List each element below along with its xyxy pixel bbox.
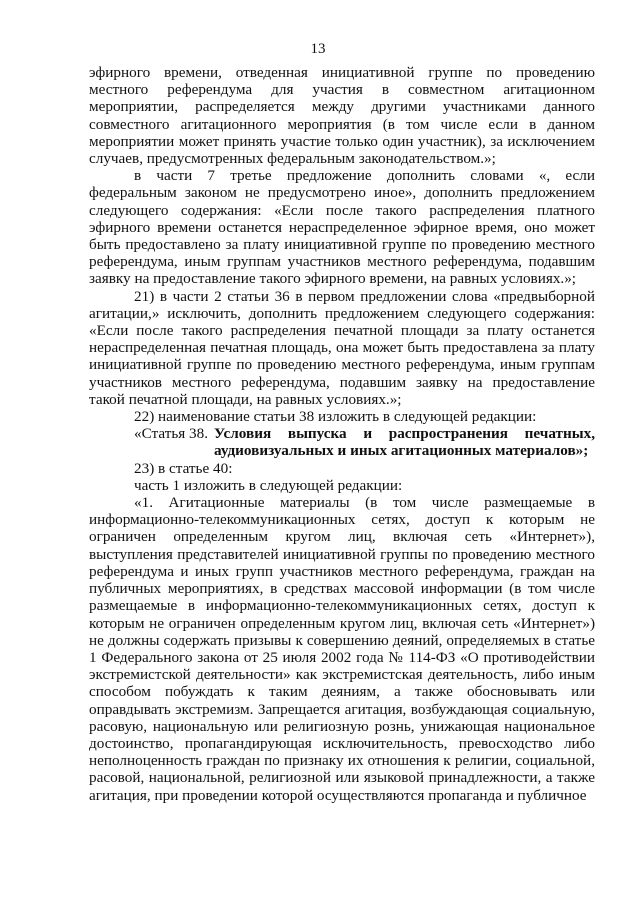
article-38-title: Условия выпуска и распространения печатных, аудиовизуальных и иных агитационных материалов»; — [214, 425, 595, 460]
page-number: 13 — [310, 41, 326, 57]
article-38-label: «Статья 38. — [134, 425, 209, 443]
document-body — [89, 64, 595, 804]
article-38-heading — [89, 425, 595, 459]
paragraph-item-23: 23) в статье 40: — [134, 459, 233, 477]
paragraph-item-22: 22) наименование статьи 38 изложить в следующей редакции: — [134, 408, 537, 426]
paragraph-part-1-text: «1. Агитационные материалы (в том числе размещаемые в информационно-телекоммуникационных сетях, доступ к которым не ограничен определенным кругом лиц, включая сеть «Интернет»), выступления представителей инициативной группы по проведению местного референдума и иных групп участников местного референдума, граждан на публичных мероприятиях, в средствах массовой информации (в том числе размещаемые в информационно-телекоммуникационных сетях, доступ к которым не ограничен определенным кругом лиц, включая сеть «Интернет») не должны содержать призывы к совершению деяний, определяемых в статье 1 Федерального закона от 25 июля 2002 года № 114-ФЗ «О противодействии экстремистской деятельности» как экстремистская деятельность, либо иным способом побуждать к таким деяниям, а также обосновывать или оправдывать экстремизм. Запрещается агитация, возбуждающая социальную, расовую, национальную или религиозную рознь, унижающая национальное достоинство, пропагандирующая исключительность, превосходство либо неполноценность граждан по признаку их отношения к религии, социальной, расовой, национальной, религиозной или языковой принадлежности, а также агитация, при проведении которой осуществляются пропаганда и публичное — [89, 494, 595, 804]
paragraph-continuation: эфирного времени, отведенная инициативной группе по проведению местного референдума для участия в совместном агитационном мероприятии, распределяется между другими участниками данного совместного агитационного мероприятия (в том числе если в данном мероприятии может принять участие только один участник), за исключением случаев, предусмотренных федеральным законодательством.»; — [89, 64, 595, 168]
paragraph-item-21: 21) в части 2 статьи 36 в первом предложении слова «предвыборной агитации,» исключить, дополнить предложением следующего содержания: «Если после такого распределения печатной площади за плату останется нераспределенная печатная площадь, она может быть предоставлена за плату инициативной группе по проведению местного референдума, иным группам участников местного референдума, подавшим заявку на предоставление такой печатной площади, на равных условиях.»; — [89, 287, 595, 408]
paragraph-part-7-amendment: в части 7 третье предложение дополнить словами «, если федеральным законом не предусмотрено иное», дополнить предложением следующего содержания: «Если после такого распределения платного эфирного времени останется нераспределенное эфирное время, оно может быть предоставлено за плату инициативной группе по проведению местного референдума, иным группам участников местного референдума, подавшим заявку на предоставление такого эфирного времени, на равных условиях.»; — [89, 167, 595, 288]
paragraph-part-1-intro: часть 1 изложить в следующей редакции: — [134, 476, 403, 494]
